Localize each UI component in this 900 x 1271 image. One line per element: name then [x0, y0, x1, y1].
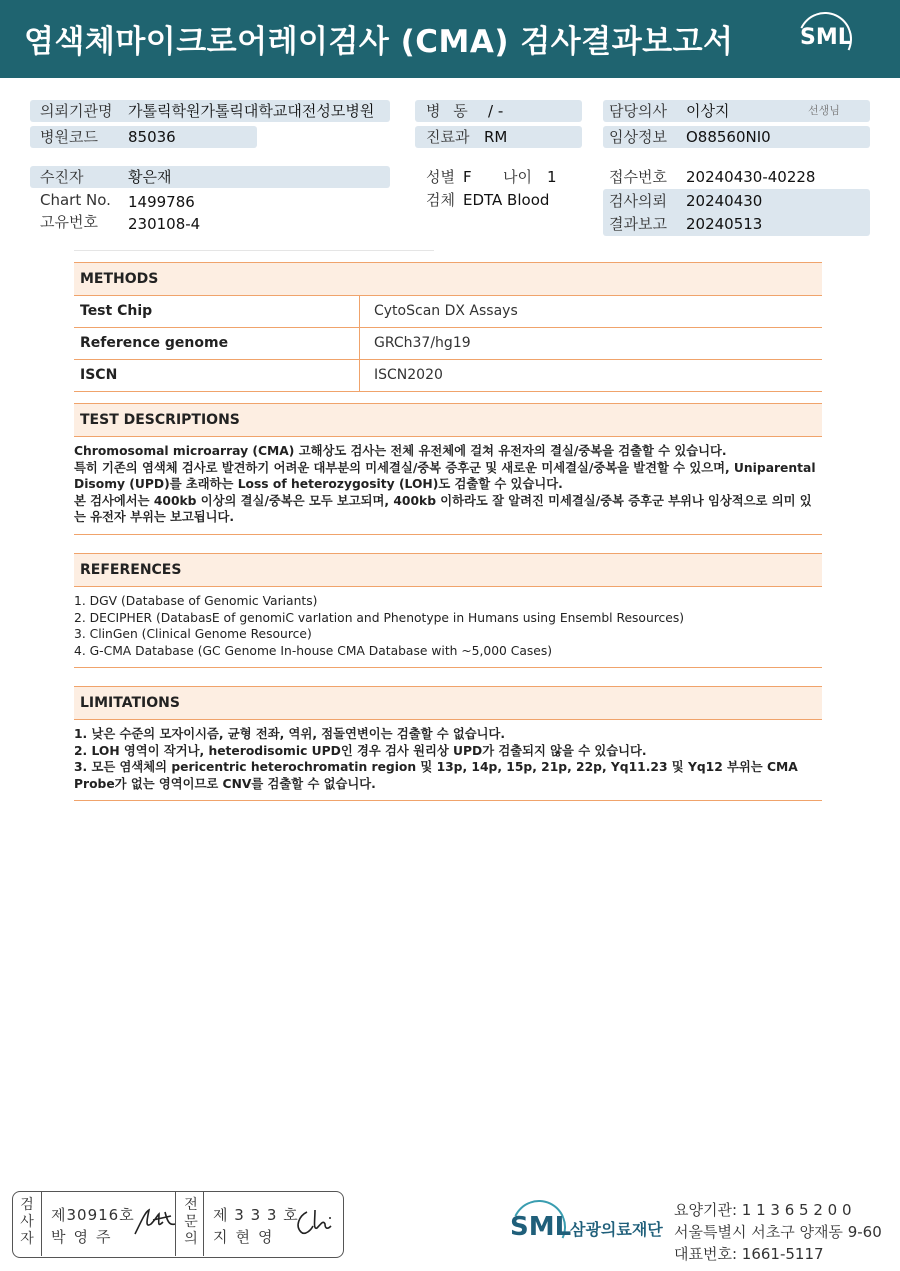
sml-footer-logo [510, 1200, 572, 1256]
reference-line: 3. ClinGen (Clinical Genome Resource) [74, 627, 312, 641]
age-value: 1 [547, 168, 557, 186]
report-header [0, 0, 900, 78]
receipt-label: 접수번호 [609, 168, 667, 186]
institution-code: 요양기관: 1 1 3 6 5 2 0 0 [674, 1201, 852, 1219]
organization-name: 삼광의료재단 [570, 1220, 663, 1239]
box-divider [203, 1192, 204, 1256]
divider [74, 250, 434, 251]
specimen-label: 검체 [426, 191, 455, 209]
descriptions-text [74, 437, 822, 534]
methods-value: CytoScan DX Assays [374, 303, 518, 319]
section-end-line [74, 800, 822, 801]
request-value: 20240430 [686, 192, 763, 210]
doctor-suffix: 선생님 [808, 104, 840, 117]
section-end-line [74, 667, 822, 668]
dept-label: 진료과 [426, 128, 470, 146]
references-text [74, 587, 822, 667]
patient-value: 황은재 [128, 168, 172, 186]
address: 서울특별시 서초구 양재동 9-60 [674, 1223, 882, 1241]
column-divider [359, 296, 360, 327]
chart-value: 1499786 [128, 193, 195, 211]
examiner-name: 박영주 [51, 1228, 119, 1246]
logo-text: SML [800, 25, 852, 50]
doctor-label: 담당의사 [609, 102, 667, 120]
column-divider [359, 328, 360, 359]
phone: 대표번호: 1661-5117 [674, 1245, 824, 1263]
references-section [74, 553, 822, 668]
uid-value: 230108-4 [128, 215, 201, 233]
patient-label: 수진자 [40, 168, 84, 186]
limitation-line: 1. 낮은 수준의 모자이시즘, 균형 전좌, 역위, 점돌연변이는 검출할 수 없습니다. [74, 727, 506, 741]
age-label: 나이 [503, 168, 532, 186]
report-label: 결과보고 [609, 215, 667, 233]
limitation-line: 2. LOH 영역이 작거나, heterodisomic UPD인 경우 검사 원리상 UPD가 검출되지 않을 수 있습니다. [74, 743, 647, 758]
specialist-number: 제 3 3 3 호 [213, 1206, 299, 1224]
patient-bar [30, 166, 390, 188]
sml-logo [798, 12, 854, 66]
methods-row [74, 296, 822, 328]
limitations-section [74, 686, 822, 801]
hospital-value: 가톨릭학원가톨릭대학교대전성모병원 [128, 102, 375, 120]
box-divider [175, 1192, 176, 1256]
hospital-code-value: 85036 [128, 128, 176, 146]
section-end-line [74, 534, 822, 535]
signature-box [12, 1191, 344, 1258]
sex-label: 성별 [426, 168, 455, 186]
hospital-code-label: 병원코드 [40, 128, 98, 146]
specialist-name: 지현영 [213, 1228, 281, 1246]
limitations-text [74, 720, 822, 800]
reference-line: 1. DGV (Database of Genomic Variants) [74, 594, 318, 608]
description-line: 특히 기존의 염색체 검사로 발견하기 어려운 대부분의 미세결실/중복 증후군 및 새로운 미세결실/중복을 발견할 수 있으며, Uniparental Disomy (UPD)를 초래하는 Loss of heterozygosity (LOH)도 검출할 수 있습니다. [74, 460, 816, 491]
descriptions-heading: TEST DESCRIPTIONS [74, 403, 822, 437]
description-line: 본 검사에서는 400kb 이상의 결실/중복은 모두 보고되며, 400kb 이하라도 잘 알려진 미세결실/중복 증후군 부위나 임상적으로 의미 있는 유전자 부위는 보고됩니다. [74, 493, 812, 524]
report-value: 20240513 [686, 215, 763, 233]
specialist-label: 전 문 의 [184, 1197, 198, 1247]
methods-row [74, 360, 822, 392]
hospital-label: 의뢰기관명 [40, 102, 113, 120]
footer-logo-text: SML [510, 1212, 572, 1242]
methods-key: Test Chip [80, 303, 153, 319]
references-heading: REFERENCES [74, 553, 822, 587]
clinical-value: O88560NI0 [686, 128, 771, 146]
box-divider [41, 1192, 42, 1256]
specialist-signature-icon [293, 1206, 339, 1240]
description-line: Chromosomal microarray (CMA) 고해상도 검사는 전체 유전체에 걸쳐 유전자의 결실/중복을 검출할 수 있습니다. [74, 444, 727, 458]
methods-value: GRCh37/hg19 [374, 335, 471, 351]
ward-label: 병 동 [426, 102, 472, 120]
methods-row [74, 328, 822, 360]
methods-heading: METHODS [74, 262, 822, 296]
doctor-value: 이상지 [686, 102, 730, 120]
examiner-signature-icon [131, 1206, 179, 1240]
uid-label: 고유번호 [40, 213, 98, 231]
methods-key: Reference genome [80, 335, 229, 351]
examiner-label: 검 사 자 [20, 1197, 34, 1247]
methods-key: ISCN [80, 367, 118, 383]
limitations-heading: LIMITATIONS [74, 686, 822, 720]
examiner-number: 제30916호 [51, 1206, 135, 1224]
limitation-line: 3. 모든 염색체의 pericentric heterochromatin region 및 13p, 14p, 15p, 21p, 22p, Yq11.23 및 Yq12 부위는 CMA Probe가 없는 영역이므로 CNV를 검출할 수 없습니다. [74, 760, 798, 791]
ward-value: / - [488, 102, 504, 120]
receipt-value: 20240430-40228 [686, 168, 816, 186]
sex-value: F [463, 168, 472, 186]
methods-section [74, 262, 822, 392]
reference-line: 4. G-CMA Database (GC Genome In-house CMA Database with ~5,000 Cases) [74, 643, 553, 658]
chart-label: Chart No. [40, 191, 111, 209]
reference-line: 2. DECIPHER (DatabasE of genomiC varIation and Phenotype in Humans using Ensembl Resources) [74, 610, 685, 625]
column-divider [359, 360, 360, 391]
dept-value: RM [484, 128, 508, 146]
report-title: 염색체마이크로어레이검사 (CMA) 검사결과보고서 [24, 24, 734, 60]
descriptions-section [74, 403, 822, 535]
methods-value: ISCN2020 [374, 367, 443, 383]
specimen-value: EDTA Blood [463, 191, 550, 209]
request-label: 검사의뢰 [609, 192, 667, 210]
clinical-label: 임상정보 [609, 128, 667, 146]
